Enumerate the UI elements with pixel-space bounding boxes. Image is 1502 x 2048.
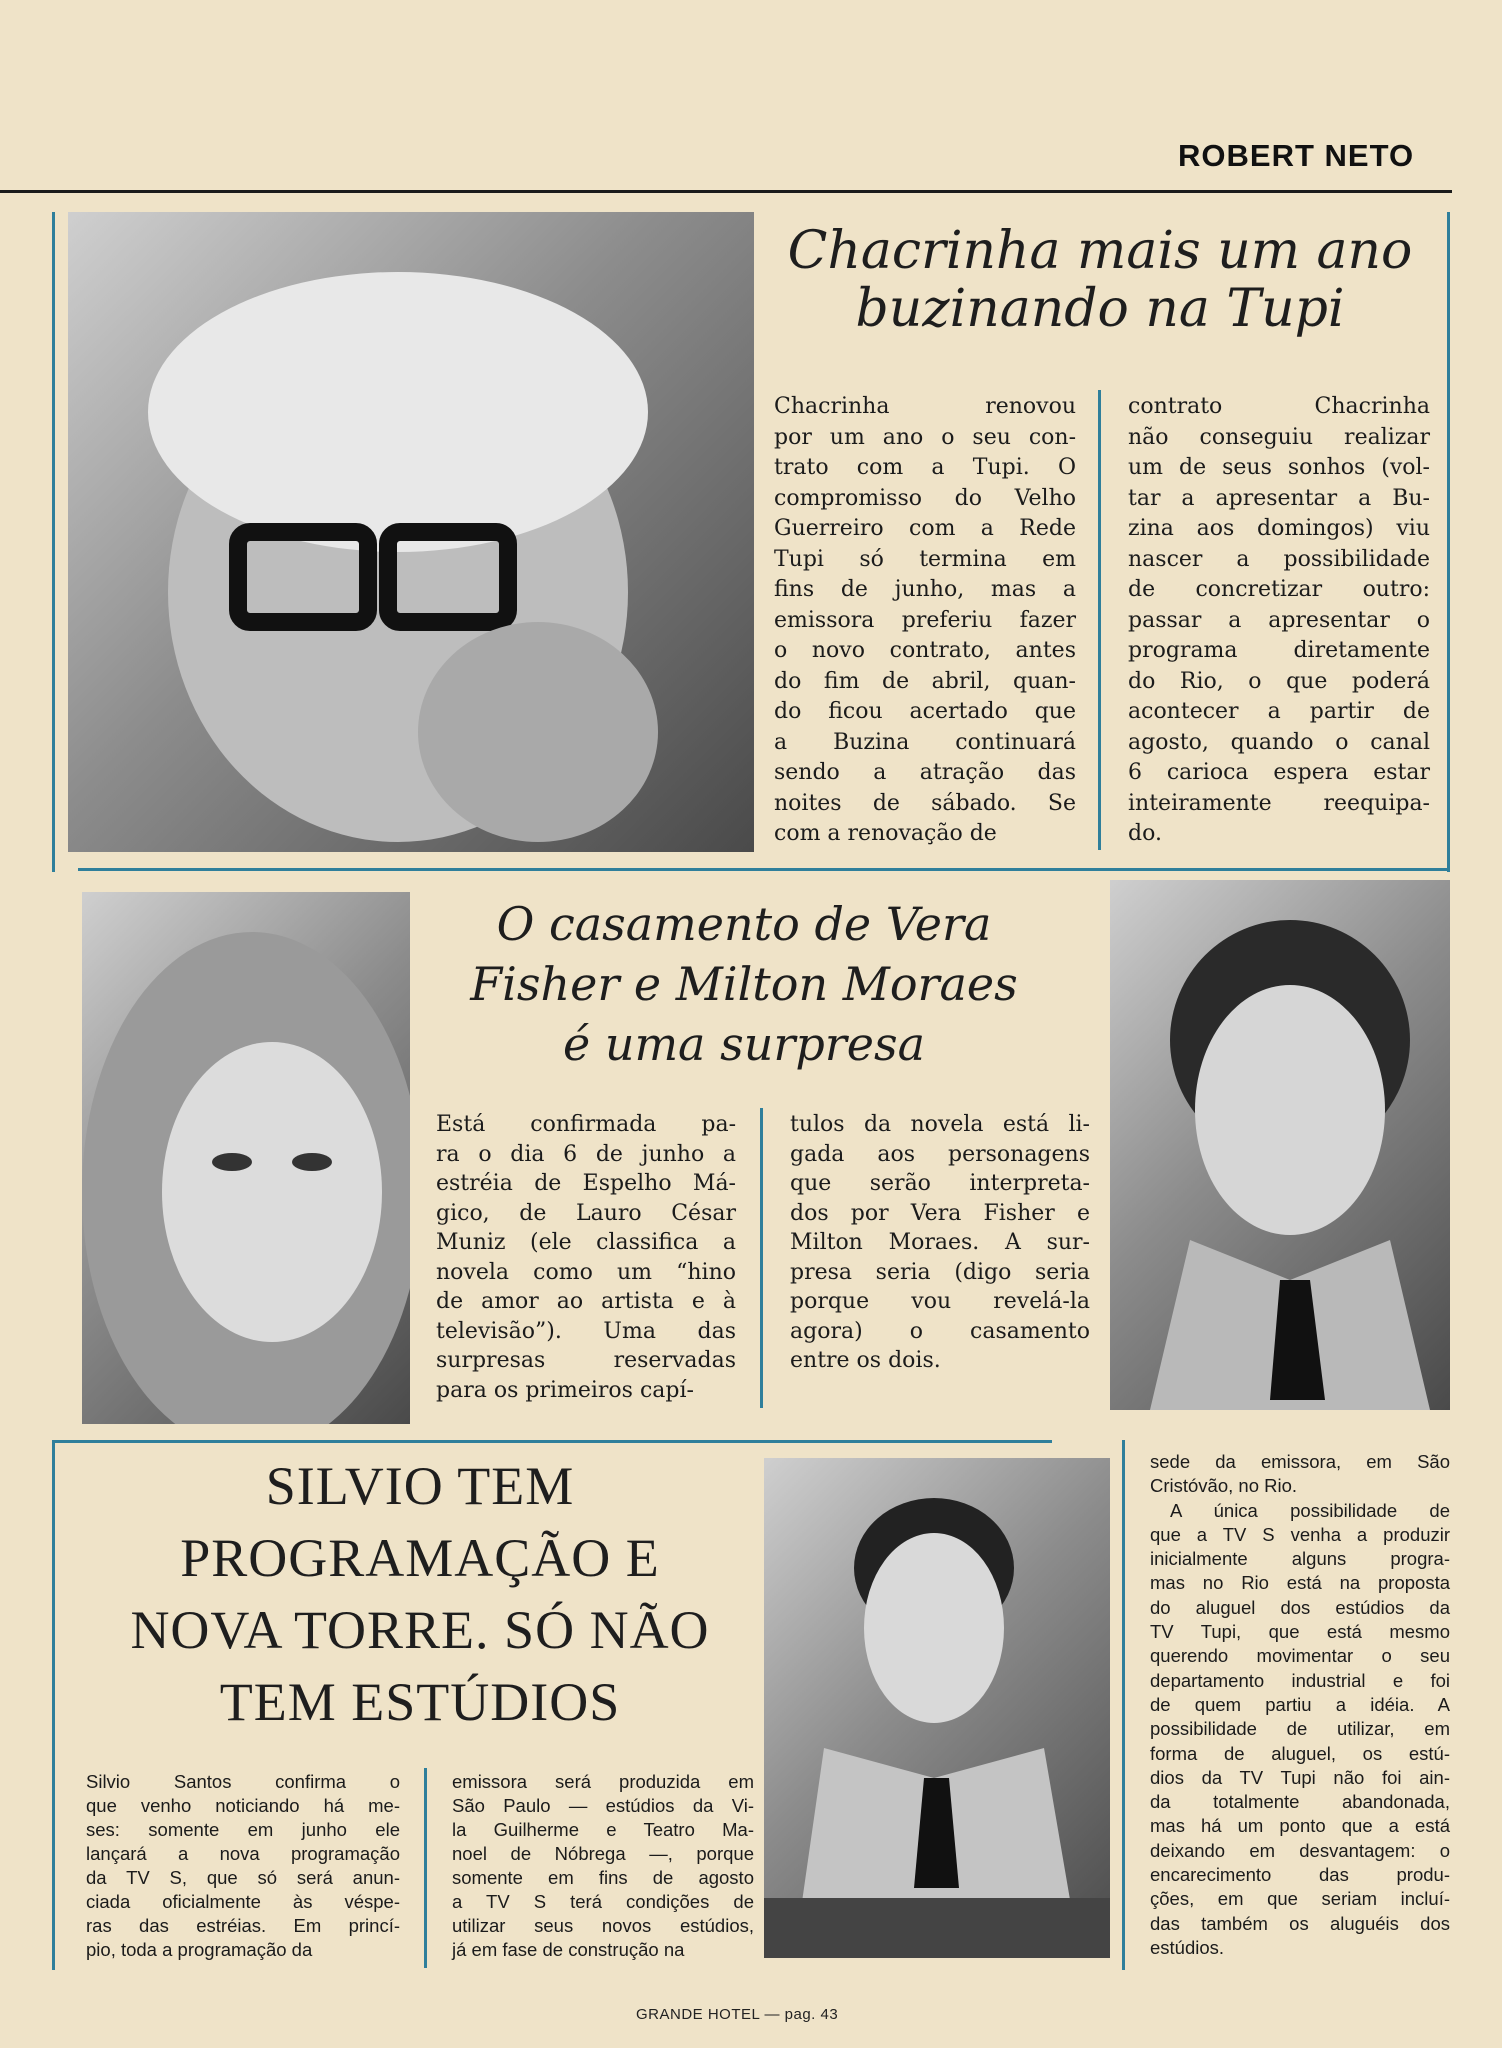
story1-headline-line: buzinando na Tupi (855, 279, 1345, 340)
story3-left-border (52, 1440, 55, 1970)
story1-headline (760, 222, 1440, 338)
text-line: deixando em desvantagem: o (1150, 1839, 1450, 1861)
text-line: encarecimento das produ- (1150, 1864, 1450, 1886)
text-line: lançará a nova programação (86, 1843, 400, 1864)
story2-column-divider (760, 1108, 763, 1408)
text-line: o novo contrato, antes (774, 638, 1076, 663)
text-line: departamento industrial e foi (1150, 1669, 1450, 1691)
text-line: Chacrinha renovou (774, 394, 1076, 419)
text-line: zina aos domingos) viu (1128, 516, 1430, 541)
text-line: já em fase de construção na (452, 1939, 685, 1960)
story1-column-1 (774, 392, 1076, 850)
text-line: do Rio, o que poderá (1128, 668, 1430, 694)
text-line: Guerreiro com a Rede (774, 516, 1076, 541)
text-line: entre os dois. (790, 1348, 941, 1373)
story2-headline (414, 894, 1074, 1074)
vera-fisher-photo (82, 892, 410, 1424)
text-line: com a renovação de (774, 821, 997, 846)
text-line: a TV S terá condições de (452, 1891, 754, 1912)
text-line: ses: somente em junho ele (86, 1819, 400, 1840)
story3-column-divider (424, 1768, 427, 1968)
text-line: de amor ao artista e à (436, 1289, 736, 1314)
text-line: inicialmente alguns progra- (1150, 1548, 1450, 1570)
text-line: forma de aluguel, os estú- (1150, 1742, 1450, 1764)
story1-left-border (52, 212, 55, 872)
text-line: estréia de Espelho Má- (436, 1171, 736, 1196)
text-line: A única possibilidade de (1170, 1499, 1450, 1521)
text-line: que a TV S venha a produzir (1150, 1523, 1450, 1545)
text-line: inteiramente reequipa- (1128, 790, 1430, 816)
text-line: Cristóvão, no Rio. (1150, 1475, 1298, 1497)
story3-column-1 (86, 1770, 400, 1962)
text-line: do. (1128, 821, 1162, 846)
text-line: somente em fins de agosto (452, 1867, 754, 1888)
text-line: do ficou acertado que (774, 699, 1076, 724)
story3-column-3 (1150, 1450, 1450, 1960)
text-line: ras das estréias. Em princí- (86, 1915, 400, 1936)
text-line: gico, de Lauro César (436, 1200, 736, 1226)
text-line: a Buzina continuará (774, 729, 1076, 755)
story2-headline-line: O casamento de Vera (496, 897, 992, 951)
text-line: Está confirmada pa- (436, 1112, 736, 1137)
text-line: utilizar seus novos estúdios, (452, 1915, 754, 1936)
story1-right-border (1447, 212, 1450, 872)
text-line: TV Tupi, que está mesmo (1150, 1621, 1450, 1643)
text-line: dios da TV Tupi não foi ain- (1150, 1766, 1450, 1788)
text-line: noel de Nóbrega —, porque (452, 1843, 754, 1864)
text-line: mas há um ponto que a está (1150, 1815, 1450, 1837)
text-line: Milton Moraes. A sur- (790, 1230, 1090, 1255)
text-line: que serão interpreta- (790, 1171, 1090, 1196)
text-line: ções, em que seriam incluí- (1150, 1888, 1450, 1910)
text-line: por um ano o seu con- (774, 424, 1076, 450)
text-line: Silvio Santos confirma o (86, 1771, 400, 1792)
text-line: sede da emissora, em São (1150, 1451, 1450, 1472)
text-line: emissora preferiu fazer (774, 607, 1076, 633)
text-line: ra o dia 6 de junho a (436, 1141, 736, 1167)
story3-headline-line: SILVIO TEM (265, 1456, 575, 1516)
text-line: que venho noticiando há me- (86, 1795, 400, 1816)
byline: ROBERT NETO (1178, 138, 1415, 173)
header-rule (0, 190, 1452, 193)
story2-headline-line: Fisher e Milton Moraes (470, 957, 1018, 1011)
text-line: São Paulo — estúdios da Vi- (452, 1795, 754, 1816)
text-line: estúdios. (1150, 1936, 1225, 1958)
text-line: mas no Rio está na proposta (1150, 1572, 1450, 1594)
text-line: televisão”). Uma das (436, 1318, 736, 1344)
milton-moraes-photo (1110, 880, 1450, 1410)
text-line: dos por Vera Fisher e (790, 1200, 1090, 1226)
story2-headline-line: é uma surpresa (562, 1017, 926, 1071)
text-line: não conseguiu realizar (1128, 424, 1430, 450)
text-line: tar a apresentar a Bu- (1128, 485, 1430, 511)
text-line: fins de junho, mas a (774, 577, 1076, 602)
text-line: sendo a atração das (774, 760, 1076, 785)
story3-right-border (1122, 1440, 1125, 1970)
text-line: das também os aluguéis dos (1150, 1912, 1450, 1934)
portrait-silhouette-icon (68, 212, 754, 852)
text-line: agosto, quando o canal (1128, 729, 1430, 755)
text-line: do aluguel dos estúdios da (1150, 1596, 1450, 1618)
text-line: gada aos personagens (790, 1141, 1090, 1167)
text-line: pio, toda a programação da (86, 1939, 313, 1960)
portrait-silhouette-icon (1110, 880, 1450, 1410)
story3-headline-line: TEM ESTÚDIOS (219, 1672, 621, 1732)
text-line: da totalmente abandonada, (1150, 1791, 1450, 1813)
story3-headline (70, 1450, 770, 1738)
text-line: ciada oficialmente às véspe- (86, 1891, 400, 1912)
text-line: querendo movimentar o seu (1150, 1645, 1450, 1667)
text-line: para os primeiros capí- (436, 1377, 694, 1403)
text-line: de quem partiu a idéia. A (1150, 1693, 1450, 1715)
text-line: trato com a Tupi. O (774, 455, 1076, 480)
text-line: tulos da novela está li- (790, 1112, 1090, 1137)
text-line: de concretizar outro: (1128, 577, 1430, 602)
story1-column-2 (1128, 392, 1430, 850)
text-line: Tupi só termina em (774, 546, 1076, 572)
text-line: presa seria (digo seria (790, 1259, 1090, 1285)
story2-column-1 (436, 1110, 736, 1405)
text-line: do fim de abril, quan- (774, 668, 1076, 694)
text-line: um de seus sonhos (vol- (1128, 455, 1430, 480)
text-line: programa diretamente (1128, 638, 1430, 663)
text-line: da TV S, que só será anun- (86, 1867, 400, 1888)
text-line: la Guilherme e Teatro Ma- (452, 1819, 754, 1840)
text-line: emissora será produzida em (452, 1771, 754, 1792)
story1-headline-line: Chacrinha mais um ano (787, 221, 1413, 281)
page-footer: GRANDE HOTEL — pag. 43 (636, 2006, 839, 2023)
story1-bottom-rule (78, 868, 1450, 871)
text-line: Muniz (ele classifica a (436, 1230, 736, 1255)
chacrinha-photo (68, 212, 754, 852)
text-line: nascer a possibilidade (1128, 546, 1430, 572)
story2-bottom-rule (52, 1440, 1052, 1443)
text-line: passar a apresentar o (1128, 607, 1430, 633)
story2-column-2 (790, 1110, 1090, 1376)
text-line: agora) o casamento (790, 1318, 1090, 1344)
story3-headline-line: NOVA TORRE. SÓ NÃO (130, 1600, 710, 1660)
story3-headline-line: PROGRAMAÇÃO E (180, 1528, 660, 1588)
silvio-santos-photo (764, 1458, 1110, 1958)
text-line: noites de sábado. Se (774, 790, 1076, 816)
text-line: possibilidade de utilizar, em (1150, 1718, 1450, 1740)
story1-column-divider (1098, 390, 1101, 850)
text-line: surpresas reservadas (436, 1348, 736, 1373)
text-line: acontecer a partir de (1128, 699, 1430, 724)
portrait-silhouette-icon (764, 1458, 1110, 1958)
text-line: porque vou revelá-la (790, 1289, 1090, 1314)
text-line: 6 carioca espera estar (1128, 760, 1430, 785)
text-line: novela como um “hino (436, 1259, 736, 1285)
portrait-silhouette-icon (82, 892, 410, 1424)
text-line: contrato Chacrinha (1128, 394, 1430, 419)
text-line: compromisso do Velho (774, 485, 1076, 511)
story3-column-2 (452, 1770, 754, 1962)
